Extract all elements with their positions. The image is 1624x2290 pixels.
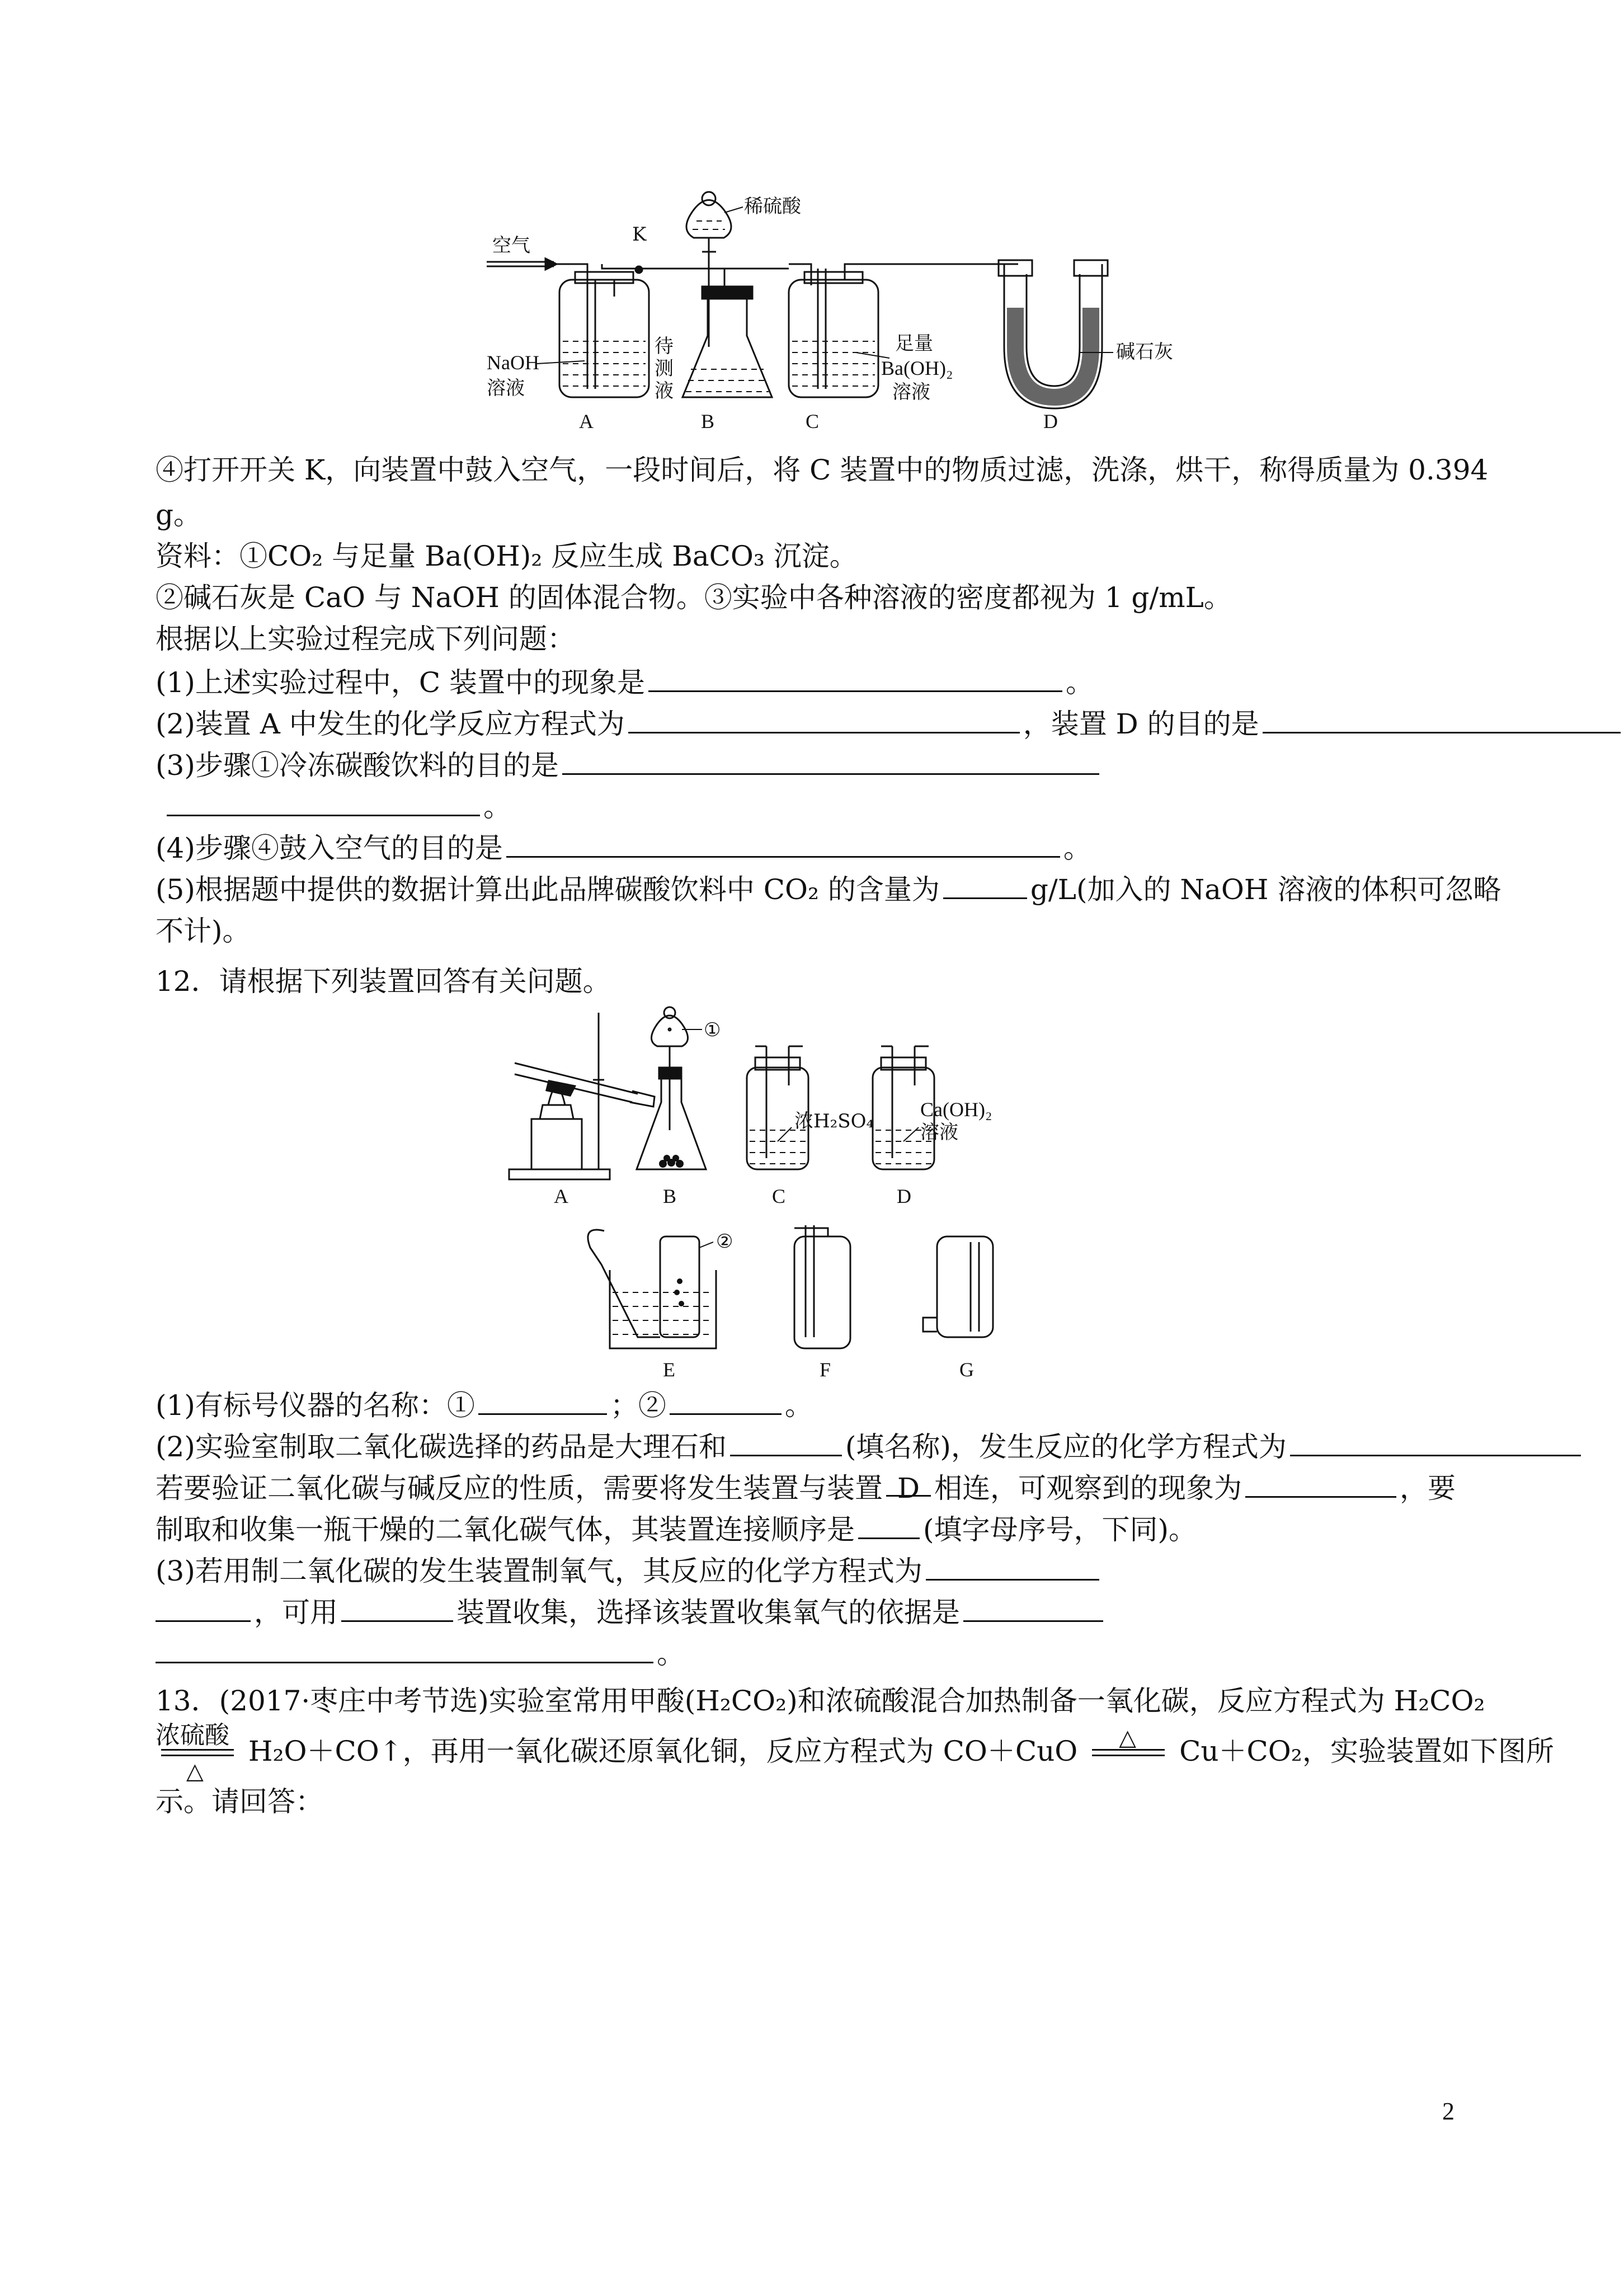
q11-part4 [156,830,1091,866]
reaction-heat-arrow [1086,1725,1170,1770]
answer-filled-d: D [886,1470,931,1497]
q12-part2 [156,1429,1584,1465]
q12-part2-text2: (填名称)，发生反应的化学方程式为 [845,1431,1287,1463]
label-naoh: NaOH [487,351,539,374]
caption-d: D [1043,410,1058,432]
q11-part2-text: (2)装置 A 中发生的化学反应方程式为 [156,708,625,740]
caption-c: C [806,410,820,432]
q11-info2: ②碱石灰是 CaO 与 NaOH 的固体混合物。③实验中各种溶液的密度都视为 1 g/mL。 [156,581,1232,614]
answer-blank[interactable] [943,873,1027,899]
q12-part2-text7: (填字母序号，下同)。 [923,1513,1197,1546]
label-sample-1: 待 [655,335,674,358]
label-caoh2-solution: 溶液 [920,1121,958,1144]
answer-blank[interactable] [926,1554,1099,1581]
q13-line2-text: H₂O＋CO↑，再用一氧化碳还原氧化铜，反应方程式为 CO＋CuO [248,1735,1078,1767]
q11-step4-line2: g。 [156,499,202,531]
q12-part3-line3 [156,1636,685,1672]
q12-part2-line2 [156,1470,1456,1506]
answer-blank[interactable] [156,1596,251,1622]
answer-blank[interactable] [963,1596,1103,1622]
label-conc-h2so4: 浓H₂SO₄ [794,1110,874,1132]
answer-blank[interactable] [156,1637,653,1663]
equal-sign-top [161,1749,234,1751]
caption-b: B [663,1185,677,1207]
q12-part3-text2: ，可用 [254,1596,338,1629]
page-number: 2 [1442,2098,1454,2125]
label-mark-1: ① [704,1019,721,1041]
q13-line3: 示。请回答： [156,1785,323,1818]
caption-b: B [701,410,715,432]
q11-part5 [156,872,1501,907]
q11-part2 [156,706,1624,742]
answer-blank[interactable] [478,1389,607,1415]
q11-info1: 资料：①CO₂ 与足量 Ba(OH)₂ 反应生成 BaCO₃ 沉淀。 [156,540,858,572]
caption-e: E [663,1358,675,1381]
q11-part1-text: (1)上述实验过程中，C 装置中的现象是 [156,666,645,699]
caption-c: C [772,1185,786,1207]
answer-blank[interactable] [1245,1471,1396,1498]
q11-intro: 根据以上实验过程完成下列问题： [156,623,575,655]
q11-part5-text2: g/L(加入的 NaOH 溶液的体积可忽略 [1030,873,1501,906]
q11-part1 [156,665,1094,700]
equal-sign-bottom [1092,1755,1165,1756]
q12-part1 [156,1388,813,1423]
condition-heat: △ [186,1758,204,1784]
label-sample-2: 测 [655,358,674,380]
q12-part3-text: (3)若用制二氧化碳的发生装置制氧气，其反应的化学方程式为 [156,1555,922,1587]
answer-blank[interactable] [648,666,1062,692]
q13-line2 [156,1721,1554,1784]
label-mark-2: ② [716,1230,733,1253]
answer-blank[interactable] [562,749,1099,775]
q11-part3-end: 。 [483,791,511,823]
caption-a: A [579,410,594,432]
label-sample-3: 液 [655,380,674,402]
answer-blank[interactable] [167,790,480,816]
caption-f: F [820,1358,831,1381]
q12-part2-text: (2)实验室制取二氧化碳选择的药品是大理石和 [156,1431,727,1463]
q11-part3 [156,747,1103,783]
q12-part3-text3: 装置收集，选择该装置收集氧气的依据是 [456,1596,960,1629]
caption-g: G [959,1358,974,1381]
label-caoh2: Ca(OH)₂ [920,1098,992,1121]
q12-part3-end: 。 [657,1638,685,1670]
q12-title: 12．请根据下列装置回答有关问题。 [156,965,611,998]
caption-d: D [897,1185,911,1207]
q11-part4-end: 。 [1063,832,1091,864]
q11-part2-text2: ，装置 D 的目的是 [1023,708,1259,740]
equal-sign-top [1092,1749,1165,1751]
q12-part2-text3: 若要验证二氧化碳与碱反应的性质，需要将发生装置与装置 [156,1472,883,1504]
label-air: 空气 [492,234,530,257]
label-dilute-sulfuric-acid: 稀硫酸 [744,195,801,218]
q12-part1-end: 。 [784,1389,813,1422]
answer-blank[interactable] [858,1513,920,1539]
q12-part3 [156,1553,1103,1589]
q11-part5-text: (5)根据题中提供的数据计算出此品牌碳酸饮料中 CO₂ 的含量为 [156,873,940,906]
heat-symbol: △ [1119,1725,1136,1751]
q11-step4-line1: ④打开开关 K，向装置中鼓入空气，一段时间后，将 C 装置中的物质过滤，洗涤，烘干，称得质量为 0.394 [156,454,1489,486]
q11-part1-end: 。 [1065,666,1094,699]
condition-conc-sulfuric: 浓硫酸 [156,1721,229,1750]
label-valve-k: K [632,223,647,246]
answer-blank[interactable] [730,1430,842,1456]
q12-part1-text2: ；② [610,1389,666,1422]
q12-part2-text5: ，要 [1400,1472,1456,1504]
apparatus-figure-2 [492,1001,1141,1388]
q13-line2-text2: Cu＋CO₂，实验装置如下图所 [1179,1735,1554,1767]
q11-part5-cont: 不计)。 [156,915,251,947]
label-excess: 足量 [895,332,933,355]
q13-line1: 13．(2017·枣庄中考节选)实验室常用甲酸(H₂CO₂)和浓硫酸混合加热制备一氧化碳，反应方程式为 H₂CO₂ [156,1685,1485,1717]
caption-a: A [554,1185,568,1207]
label-soda-lime: 碱石灰 [1116,341,1173,363]
q11-part4-text: (4)步骤④鼓入空气的目的是 [156,832,503,864]
label-baoh2: Ba(OH)₂ [881,357,953,379]
label-baoh2-solution: 溶液 [892,381,930,403]
q12-part2-text4: 相连，可观察到的现象为 [934,1472,1242,1504]
q12-part2-line3 [156,1512,1197,1548]
q12-part3-line2 [156,1595,1107,1630]
answer-blank[interactable] [1263,707,1621,733]
q12-part1-text: (1)有标号仪器的名称：① [156,1389,475,1422]
answer-blank[interactable] [670,1389,782,1415]
apparatus-figure-1 [476,168,1173,436]
q12-part2-text6: 制取和收集一瓶干燥的二氧化碳气体，其装置连接顺序是 [156,1513,855,1546]
answer-blank[interactable] [628,707,1020,733]
answer-blank[interactable] [1290,1430,1581,1456]
answer-blank[interactable] [506,831,1060,858]
answer-blank[interactable] [341,1596,453,1622]
q11-part3-cont [156,789,511,825]
reaction-condition-arrow [156,1721,239,1784]
label-naoh-solution: 溶液 [487,377,525,399]
q11-part3-text: (3)步骤①冷冻碳酸饮料的目的是 [156,749,559,782]
